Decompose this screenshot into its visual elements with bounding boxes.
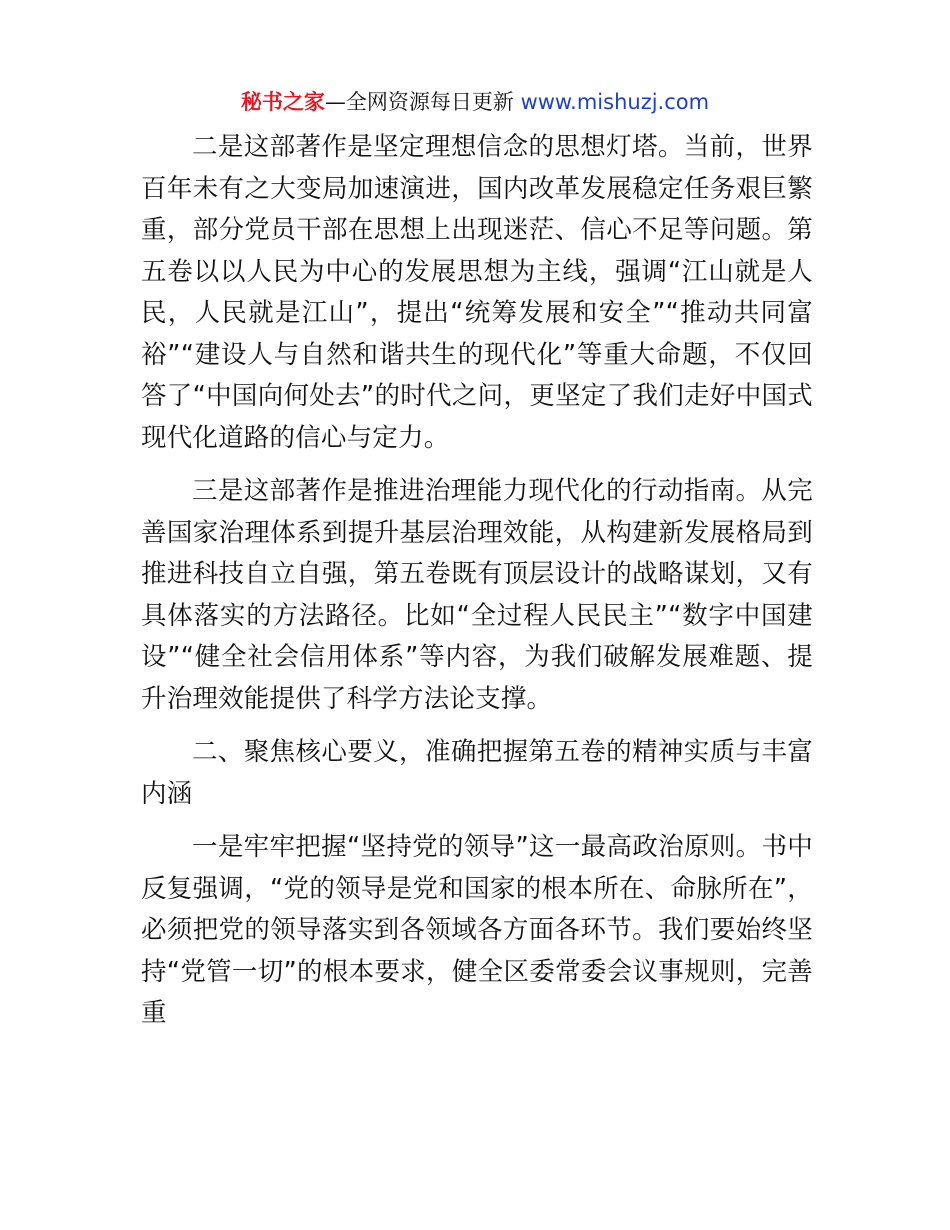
- site-url-link[interactable]: www.mishuzj.com: [520, 90, 710, 114]
- paragraph-point-two: 二是这部著作是坚定理想信念的思想灯塔。当前，世界百年未有之大变局加速演进，国内改革发展稳定任务艰巨繁重，部分党员干部在思想上出现迷茫、信心不足等问题。第五卷以以人民为中心的发展思想为主线，强调“江山就是人民，人民就是江山”，提出“统筹发展和安全”“推动共同富裕”“建设人与自然和谐共生的现代化”等重大命题，不仅回答了“中国向何处去”的时代之问，更坚定了我们走好中国式现代化道路的信心与定力。: [141, 132, 813, 453]
- site-brand: 秘书之家: [240, 90, 325, 114]
- site-tagline: —全网资源每日更新: [324, 90, 514, 114]
- paragraph-point-three: 三是这部著作是推进治理能力现代化的行动指南。从完善国家治理体系到提升基层治理效能，从构建新发展格局到推进科技自立自强，第五卷既有顶层设计的战略谋划，又有具体落实的方法路径。比如“全过程人民民主”“数字中国建设”“健全社会信用体系”等内容，为我们破解发展难题、提升治理效能提供了科学方法论支撑。: [141, 476, 813, 714]
- document-body: [141, 127, 813, 1047]
- paragraph-point-one: 一是牢牢把握“坚持党的领导”这一最高政治原则。书中反复强调，“党的领导是党和国家的根本所在、命脉所在”，必须把党的领导落实到各领域各方面各环节。我们要始终坚持“党管一切”的根本要求，健全区委常委会议事规则，完善重: [141, 832, 813, 1028]
- page-header: [0, 86, 950, 118]
- section-heading-two: 二、聚焦核心要义，准确把握第五卷的精神实质与丰富内涵: [141, 737, 813, 809]
